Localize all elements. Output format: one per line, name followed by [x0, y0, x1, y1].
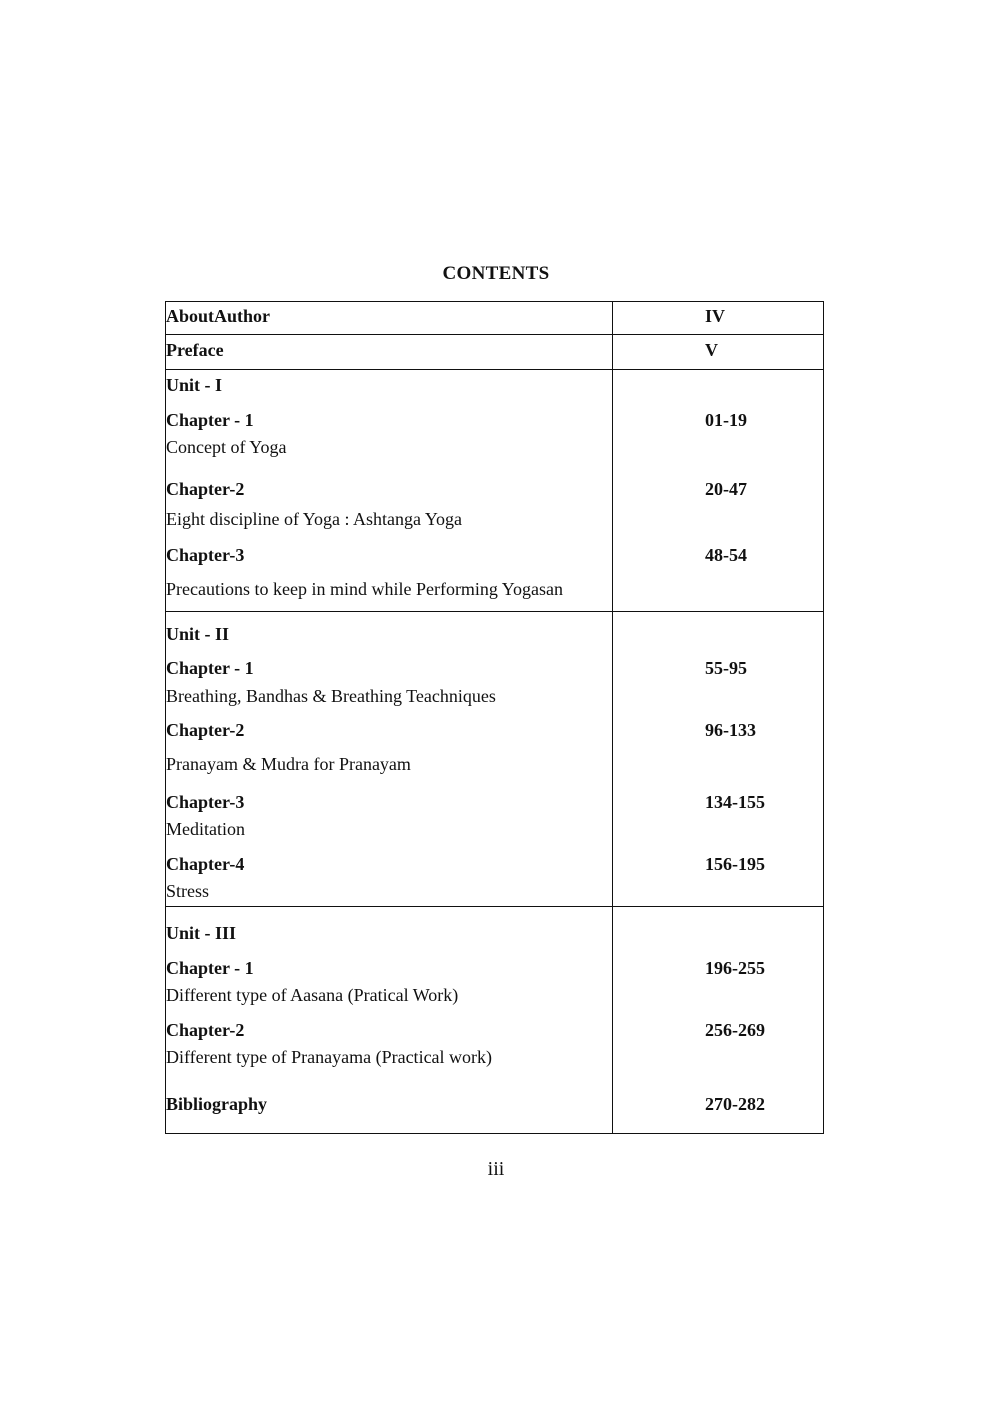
chapter-pages: 01-19: [705, 410, 747, 430]
unit-title: Unit - II: [166, 624, 230, 644]
chapter-name: Stress: [166, 881, 210, 901]
chapter-label: Chapter-2: [166, 720, 245, 740]
chapter-pages: 96-133: [705, 720, 756, 740]
chapter-pages: 156-195: [705, 854, 765, 874]
unit-divider: [165, 906, 824, 907]
page-number: iii: [487, 1158, 505, 1180]
chapter-name: Different type of Pranayama (Practical work): [166, 1047, 493, 1067]
chapter-label: Chapter-3: [166, 545, 245, 565]
chapter-pages: 20-47: [705, 479, 747, 499]
chapter-label: Chapter - 1: [166, 410, 254, 430]
chapter-pages: 256-269: [705, 1020, 765, 1040]
chapter-pages: 134-155: [705, 792, 765, 812]
row-divider: [165, 334, 824, 335]
chapter-label: Chapter-2: [166, 479, 245, 499]
chapter-label: Chapter - 1: [166, 958, 254, 978]
chapter-name: Precautions to keep in mind while Performing Yogasan: [166, 579, 563, 599]
about-author-label: AboutAuthor: [166, 306, 271, 326]
unit-title: Unit - III: [166, 923, 237, 943]
chapter-label: Chapter-3: [166, 792, 245, 812]
contents-heading: CONTENTS: [442, 263, 550, 284]
chapter-name: Breathing, Bandhas & Breathing Teachniques: [166, 686, 496, 706]
chapter-pages: 196-255: [705, 958, 765, 978]
chapter-name: Meditation: [166, 819, 245, 839]
bibliography-label: Bibliography: [166, 1094, 268, 1114]
chapter-label: Chapter-2: [166, 1020, 245, 1040]
chapter-pages: 48-54: [705, 545, 747, 565]
bibliography-pages: 270-282: [705, 1094, 765, 1114]
preface-page: V: [705, 340, 718, 360]
chapter-name: Eight discipline of Yoga : Ashtanga Yoga: [166, 509, 463, 529]
chapter-name: Different type of Aasana (Pratical Work): [166, 985, 459, 1005]
chapter-name: Pranayam & Mudra for Pranayam: [166, 754, 411, 774]
chapter-name: Concept of Yoga: [166, 437, 287, 457]
chapter-label: Chapter-4: [166, 854, 245, 874]
row-divider: [165, 369, 824, 370]
chapter-pages: 55-95: [705, 658, 747, 678]
preface-label: Preface: [166, 340, 224, 360]
about-author-page: IV: [705, 306, 726, 326]
unit-divider: [165, 611, 824, 612]
column-divider: [612, 301, 613, 1134]
chapter-label: Chapter - 1: [166, 658, 254, 678]
unit-title: Unit - I: [166, 375, 223, 395]
